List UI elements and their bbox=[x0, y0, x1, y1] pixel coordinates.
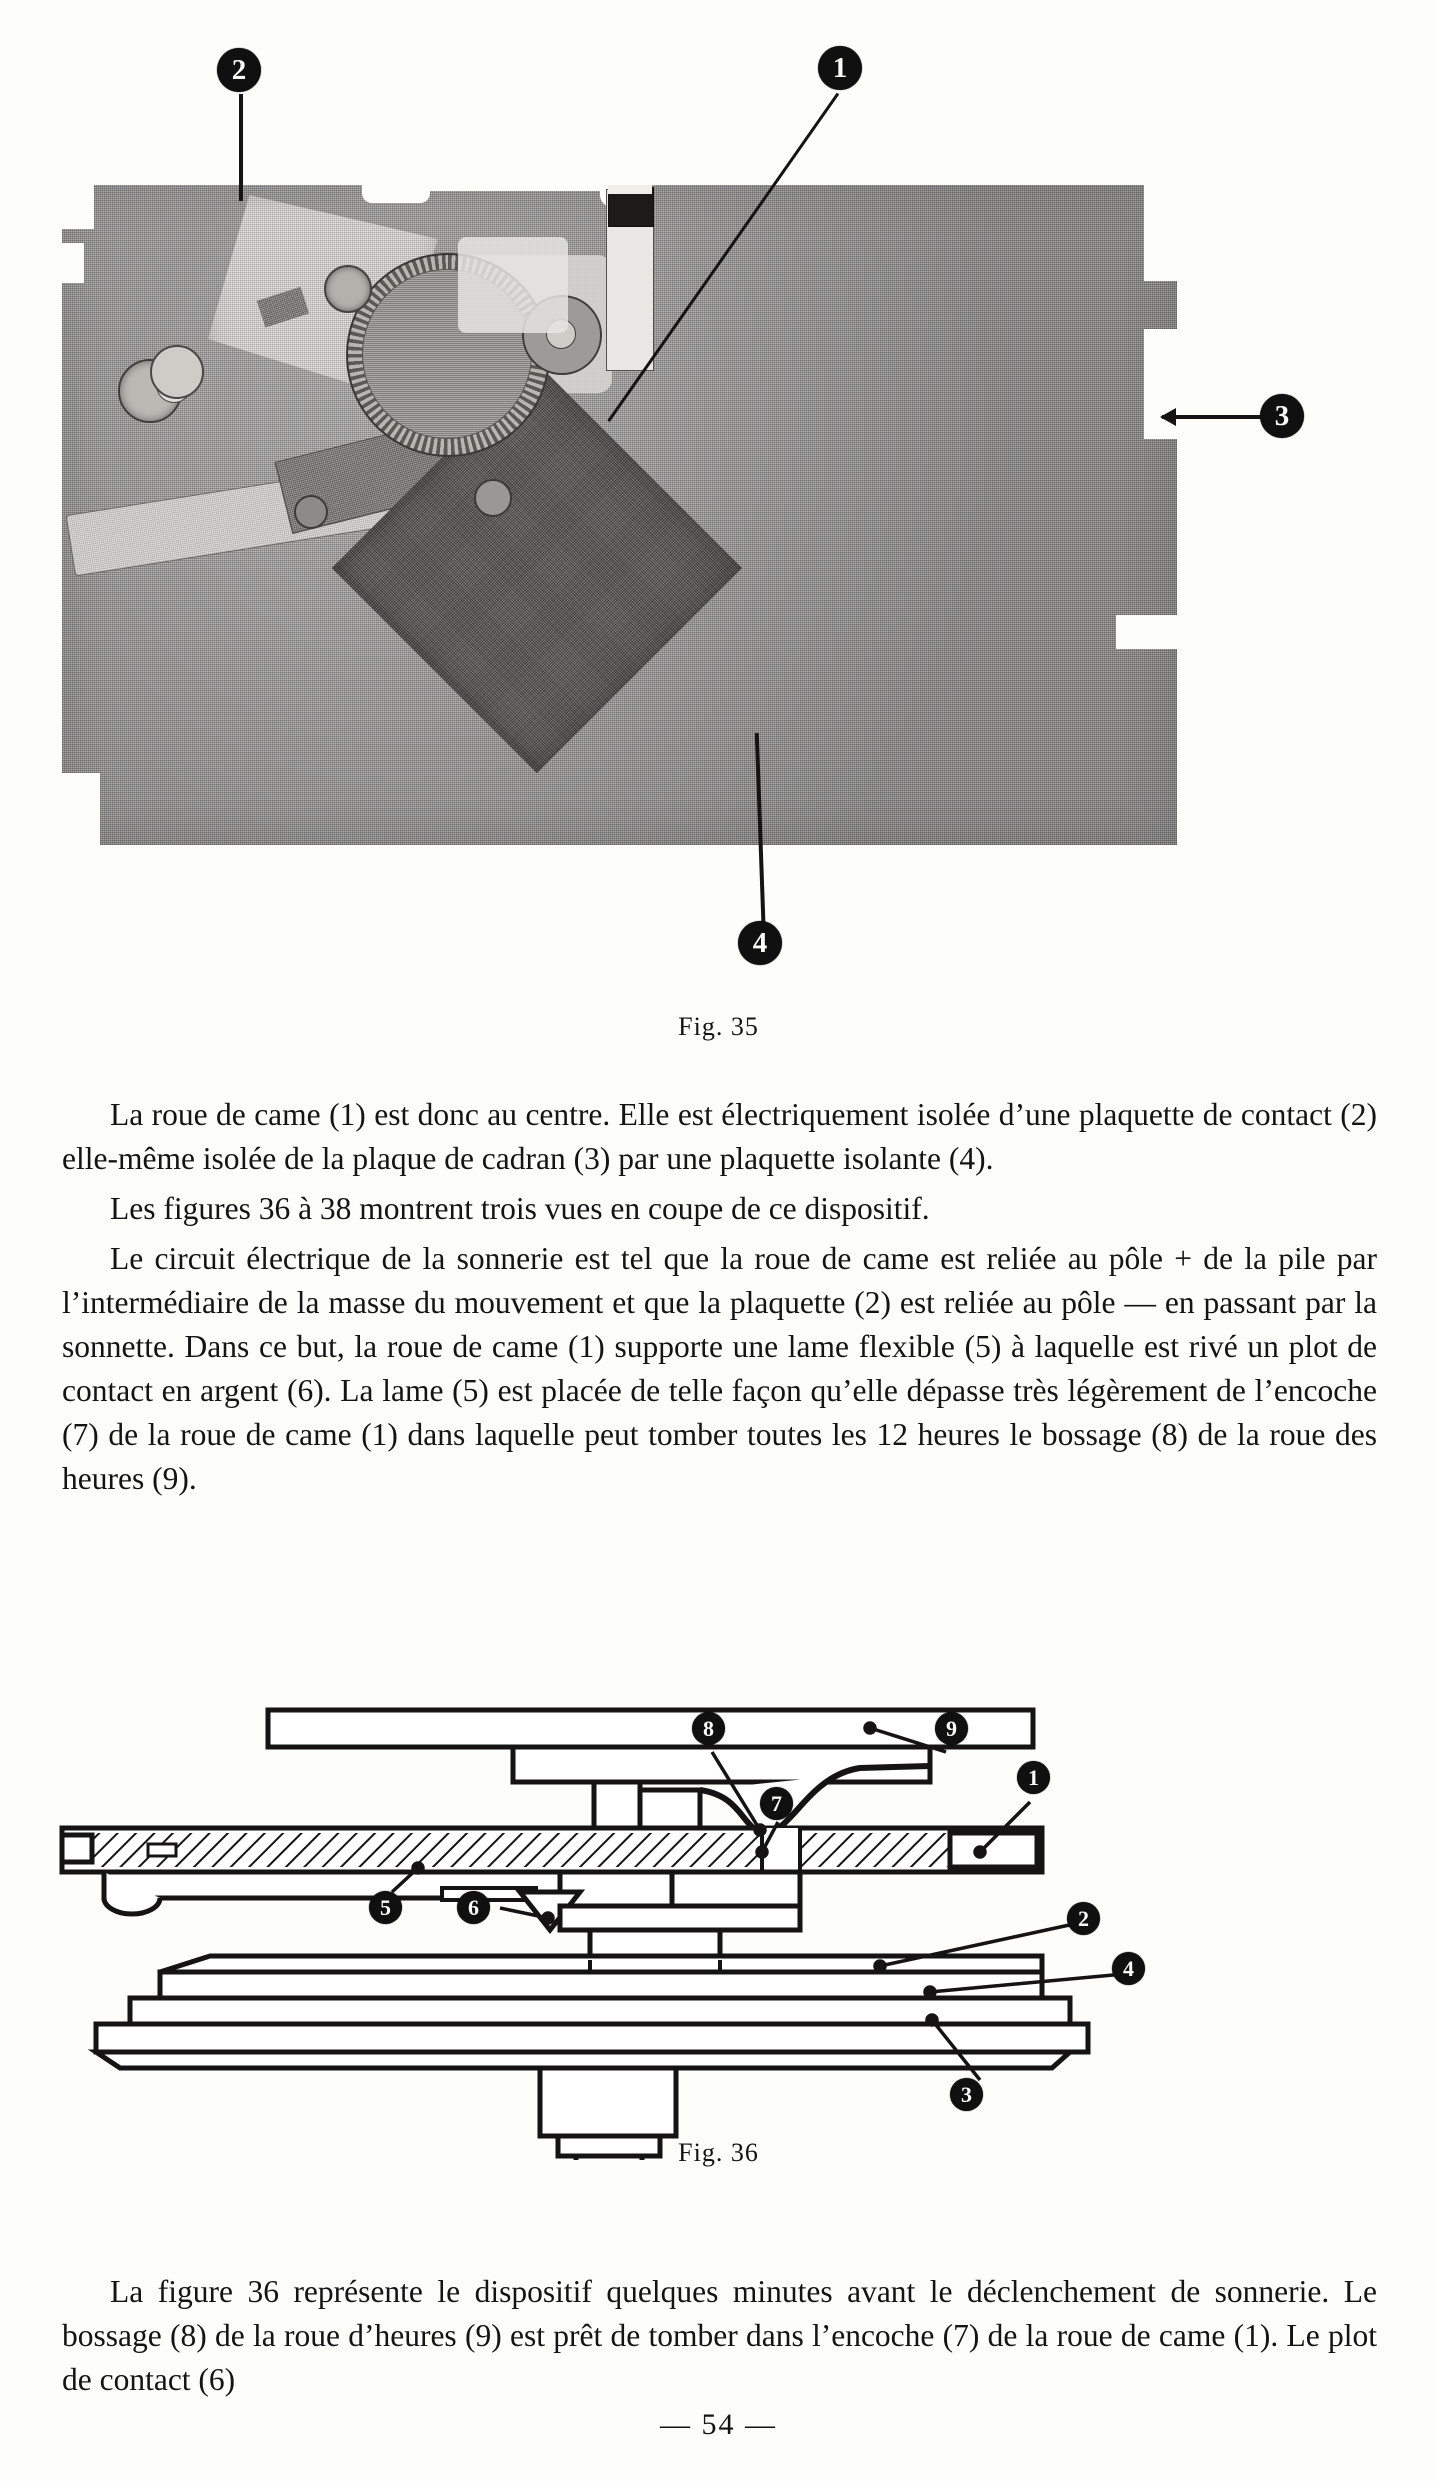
screw-upper bbox=[324, 265, 372, 313]
callout-2-fig36: 2 bbox=[1067, 1902, 1100, 1935]
plate-top-edge-step bbox=[430, 183, 620, 191]
figure-35-caption: Fig. 35 bbox=[678, 1012, 759, 1041]
right-bracket-highlight bbox=[608, 185, 652, 194]
figure-35 bbox=[0, 0, 1437, 1041]
leader-line-3 bbox=[1162, 415, 1272, 419]
paragraph-1: La roue de came (1) est donc au centre. Elle est électriquement isolée d’une plaquette de contact (2) elle-même isolée de la plaque de cadran (3) par une plaquette isolante (4). bbox=[62, 1097, 1377, 1176]
leader-line-2 bbox=[239, 94, 243, 201]
screw-mid-left bbox=[294, 495, 328, 529]
body-text-block bbox=[62, 1093, 1377, 1501]
figure-35-photograph bbox=[62, 185, 1177, 845]
figure-36-drawing bbox=[0, 1600, 1437, 2160]
plate-edge-notch-lower-right bbox=[1116, 615, 1180, 649]
plate-light-recess bbox=[458, 237, 568, 333]
figure-36-caption: Fig. 36 bbox=[678, 2138, 759, 2167]
callout-8: 8 bbox=[692, 1712, 725, 1745]
plate-edge-notch-left bbox=[60, 243, 84, 283]
callout-1-fig36: 1 bbox=[1017, 1761, 1050, 1794]
washer-left bbox=[150, 345, 204, 399]
callout-5: 5 bbox=[369, 1891, 402, 1924]
callout-1: 1 bbox=[818, 46, 862, 90]
body-text-block-lower bbox=[62, 2270, 1377, 2402]
leader-arrowhead-3 bbox=[1160, 408, 1176, 426]
callout-2: 2 bbox=[217, 48, 261, 92]
paragraph-closing: La figure 36 représente le dispositif quelques minutes avant le déclenchement de sonnerie. Le bossage (8) de la roue d’heures (9) est prêt de tomber dans l’encoche (7) de la roue de came (1). Le plot de contact (6) bbox=[62, 2274, 1377, 2397]
paragraph-3: Le circuit électrique de la sonnerie est tel que la roue de came est reliée au pôle + de la pile par l’intermédiaire de la masse du mouvement et que la plaquette (2) est reliée au pôle — en passant par la sonnette. Dans ce but, la roue de came (1) supporte une lame flexible (5) à laquelle est rivé un plot de contact en argent (6). La lame (5) est placée de telle façon qu’elle dépasse très légèrement de l’encoche (7) de la roue de came (1) dans laquelle peut tomber toutes les 12 heures le bossage (8) de la roue des heures (9). bbox=[62, 1241, 1377, 1496]
callout-9: 9 bbox=[935, 1712, 968, 1745]
callout-3: 3 bbox=[1260, 394, 1304, 438]
figure-36 bbox=[0, 1600, 1437, 2167]
screw-centre-lower bbox=[474, 479, 512, 517]
callout-4: 4 bbox=[738, 921, 782, 965]
page-number: — 54 — bbox=[660, 2408, 777, 2441]
callout-4-fig36: 4 bbox=[1112, 1952, 1145, 1985]
plate-top-tab-left bbox=[362, 183, 430, 203]
callout-3-fig36: 3 bbox=[950, 2078, 983, 2111]
plate-corner-notch-bl bbox=[60, 773, 100, 847]
callout-6: 6 bbox=[457, 1891, 490, 1924]
plate-corner-notch-tr bbox=[1144, 183, 1180, 281]
paragraph-2: Les figures 36 à 38 montrent trois vues en coupe de ce dispositif. bbox=[110, 1191, 930, 1226]
plate-corner-notch-tl bbox=[60, 183, 94, 229]
callout-7: 7 bbox=[760, 1787, 793, 1820]
